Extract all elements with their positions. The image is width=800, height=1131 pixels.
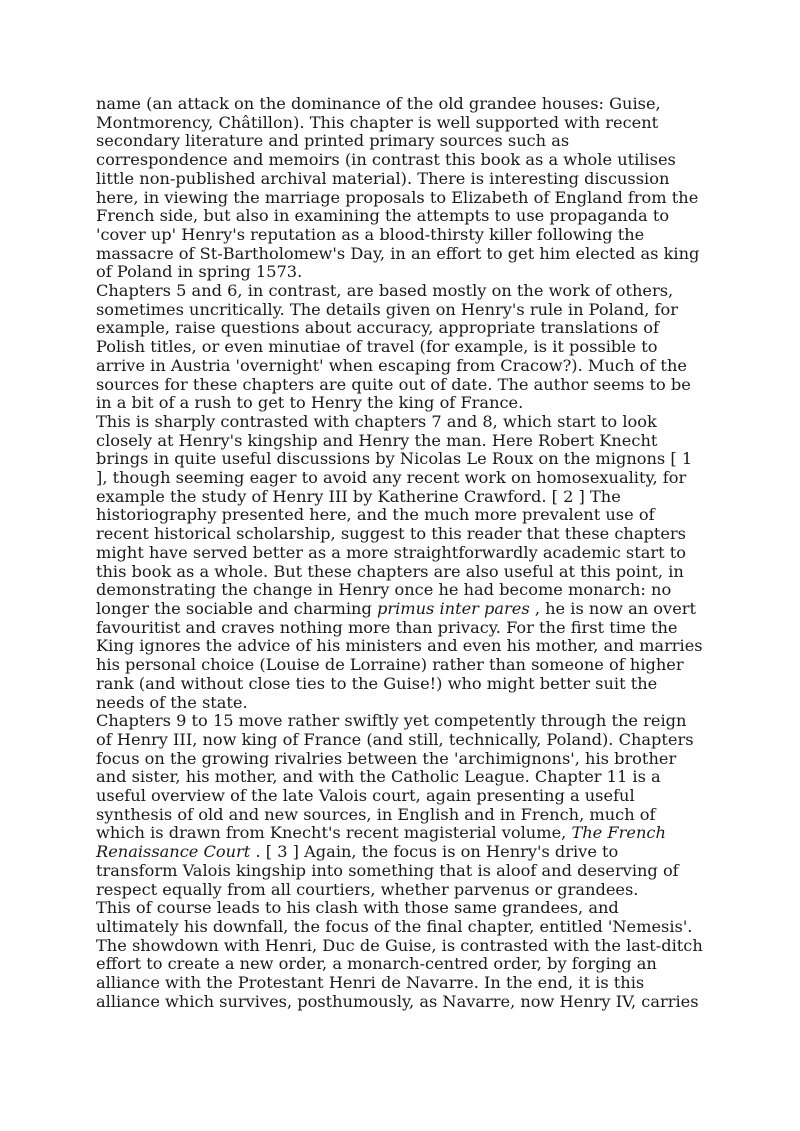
paragraph-5 — [96, 899, 706, 1011]
text-line: 'cover up' Henry's reputation as a blood-thirsty killer following the — [96, 224, 645, 244]
text-line: Montmorency, Châtillon). This chapter is well supported with recent — [96, 112, 659, 132]
paragraph-1 — [96, 95, 706, 282]
text-line: and sister, his mother, and with the Catholic League. Chapter 11 is a — [96, 767, 661, 787]
text-line: sources for these chapters are quite out of date. The author seems to be — [96, 374, 691, 394]
text-line: his personal choice (Louise de Lorraine) rather than someone of higher — [96, 655, 684, 675]
text-line: favouritist and craves nothing more than privacy. For the first time the — [96, 617, 678, 637]
review-body — [96, 95, 706, 1011]
text-line: This is sharply contrasted with chapters 7 and 8, which start to look — [96, 411, 657, 431]
text-line: respect equally from all courtiers, whether parvenus or grandees. — [96, 879, 639, 899]
text-line: historiography presented here, and the much more prevalent use of — [96, 505, 655, 525]
text-line: massacre of St-Bartholomew's Day, in an effort to get him elected as king — [96, 243, 700, 263]
book-title-italic: Renaissance Court — [96, 842, 251, 862]
text-line: of Henry III, now king of France (and still, technically, Poland). Chapters — [96, 729, 694, 749]
text-line: secondary literature and printed primary sources such as — [96, 131, 570, 151]
text-line: recent historical scholarship, suggest to this reader that these chapters — [96, 524, 686, 544]
paragraph-4 — [96, 712, 706, 899]
text-line: transform Valois kingship into something that is aloof and deserving of — [96, 860, 679, 880]
text-line: rank (and without close ties to the Guise!) who might better suit the — [96, 673, 658, 693]
text-line: useful overview of the late Valois court, again presenting a useful — [96, 786, 635, 806]
text-line: alliance which survives, posthumously, as Navarre, now Henry IV, carries — [96, 991, 699, 1011]
text-line: alliance with the Protestant Henri de Navarre. In the end, it is this — [96, 973, 645, 993]
text-line: in a bit of a rush to get to Henry the king of France. — [96, 393, 524, 413]
text-line: brings in quite useful discussions by Nicolas Le Roux on the mignons [ 1 — [96, 449, 693, 469]
text-line: needs of the state. — [96, 692, 248, 712]
text-line: Polish titles, or even minutiae of travel (for example, is it possible to — [96, 337, 658, 357]
text-run: which is drawn from Knecht's recent magisterial volume, — [96, 823, 572, 843]
text-line: of Poland in spring 1573. — [96, 262, 303, 282]
text-line: Chapters 9 to 15 move rather swiftly yet competently through the reign — [96, 711, 687, 731]
text-line: This of course leads to his clash with those same grandees, and — [96, 898, 619, 918]
text-run: . [ 3 ] Again, the focus is on Henry's drive to — [250, 842, 619, 862]
text-line-with-italic — [96, 824, 706, 843]
text-line: focus on the growing rivalries between the 'archimignons', his brother — [96, 748, 677, 768]
text-line: synthesis of old and new sources, in English and in French, much of — [96, 804, 656, 824]
text-line-with-italic — [96, 600, 706, 619]
text-line: this book as a whole. But these chapters are also useful at this point, in — [96, 561, 684, 581]
text-line: example the study of Henry III by Katherine Crawford. [ 2 ] The — [96, 486, 621, 506]
book-title-italic: The French — [571, 823, 666, 843]
text-line: closely at Henry's kingship and Henry the man. Here Robert Knecht — [96, 430, 658, 450]
paragraph-2 — [96, 282, 706, 413]
text-line: sometimes uncritically. The details given on Henry's rule in Poland, for — [96, 299, 679, 319]
text-line: arrive in Austria 'overnight' when escaping from Cracow?). Much of the — [96, 355, 687, 375]
text-line: correspondence and memoirs (in contrast this book as a whole utilises — [96, 150, 676, 170]
text-line: here, in viewing the marriage proposals to Elizabeth of England from the — [96, 187, 699, 207]
text-line: example, raise questions about accuracy, appropriate translations of — [96, 318, 659, 338]
text-line: demonstrating the change in Henry once he had become monarch: no — [96, 580, 672, 600]
text-line: King ignores the advice of his ministers and even his mother, and marries — [96, 636, 703, 656]
text-line: name (an attack on the dominance of the old grandee houses: Guise, — [96, 94, 661, 113]
text-line: ultimately his downfall, the focus of the final chapter, entitled 'Nemesis'. — [96, 916, 693, 936]
text-line: ], though seeming eager to avoid any recent work on homosexuality, for — [96, 468, 687, 488]
text-line: little non-published archival material). There is interesting discussion — [96, 168, 670, 188]
text-line: The showdown with Henri, Duc de Guise, is contrasted with the last-ditch — [96, 935, 703, 955]
text-line: Chapters 5 and 6, in contrast, are based mostly on the work of others, — [96, 281, 674, 301]
paragraph-3 — [96, 413, 706, 712]
text-line-with-italic — [96, 843, 706, 862]
text-run: , he is now an overt — [529, 598, 697, 618]
text-line: French side, but also in examining the attempts to use propaganda to — [96, 206, 670, 226]
text-line: effort to create a new order, a monarch-centred order, by forging an — [96, 954, 657, 974]
text-line: might have served better as a more straightforwardly academic start to — [96, 542, 687, 562]
text-run: longer the sociable and charming — [96, 598, 377, 618]
italic-phrase: primus inter pares — [376, 598, 530, 618]
